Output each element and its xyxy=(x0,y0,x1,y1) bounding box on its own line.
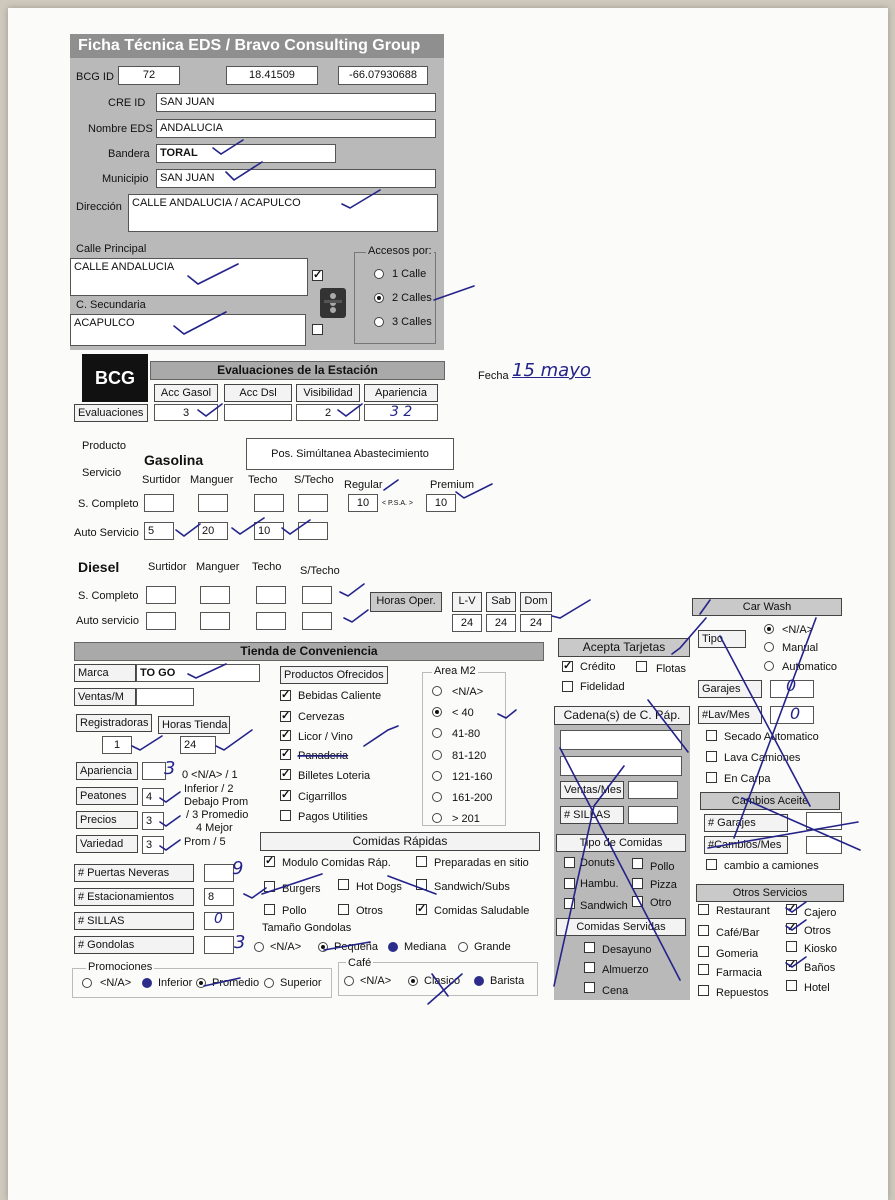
tam-3-radio[interactable] xyxy=(388,942,398,952)
tam-1-label: <N/A> xyxy=(270,941,302,953)
traffic-light-icon xyxy=(320,288,346,318)
dsl-col-techo: Techo xyxy=(252,561,282,573)
credito-checkbox[interactable] xyxy=(562,661,573,672)
horas-oper-label: Horas Oper. xyxy=(370,592,442,612)
dsl-as-surtidor[interactable] xyxy=(146,612,176,630)
horas-sab-label: Sab xyxy=(486,592,516,612)
area-2-label: < 40 xyxy=(452,707,474,719)
os-cafebar-checkbox[interactable] xyxy=(698,925,709,936)
p4-checkbox[interactable] xyxy=(280,749,291,760)
fecha-handwriting: 15 mayo xyxy=(512,360,591,381)
horas-lv-field[interactable]: 24 xyxy=(452,614,482,632)
estacionamientos-field[interactable]: 8 xyxy=(204,888,234,906)
gas-sc-manguer[interactable] xyxy=(198,494,228,512)
gas-as-surtidor[interactable]: 5 xyxy=(144,522,174,540)
form-title: Ficha Técnica EDS / Bravo Consulting Group xyxy=(70,34,444,58)
s-desayuno-label: Desayuno xyxy=(602,944,652,956)
tienda-header: Tienda de Conveniencia xyxy=(74,642,544,661)
estacionamientos-label: # Estacionamientos xyxy=(74,888,194,906)
fidelidad-checkbox[interactable] xyxy=(562,681,573,692)
os-hotel-checkbox[interactable] xyxy=(786,980,797,991)
credito-label: Crédito xyxy=(580,661,616,673)
form-sheet xyxy=(8,8,888,1200)
cadena-field-1[interactable] xyxy=(560,730,682,750)
bcg-logo: BCG xyxy=(82,354,148,402)
s-cena-label: Cena xyxy=(602,985,629,997)
flotas-checkbox[interactable] xyxy=(636,661,647,672)
direccion-field[interactable]: CALLE ANDALUCIA / ACAPULCO xyxy=(128,194,438,232)
scale-6: Prom / 5 xyxy=(184,836,226,848)
pos-simultanea-label: Pos. Simúltanea Abastecimiento xyxy=(246,438,454,470)
cw-carpa-label: En Carpa xyxy=(724,773,771,785)
gas-col-stecho: S/Techo xyxy=(294,474,334,486)
cafe-3-radio[interactable] xyxy=(474,976,484,986)
gasolina-title: Gasolina xyxy=(144,452,204,468)
c-hotdogs-label: Hot Dogs xyxy=(356,881,402,893)
os-farmacia-checkbox[interactable] xyxy=(698,964,709,975)
aceite-camion-label: cambio a camiones xyxy=(724,860,819,872)
c-pollo-checkbox[interactable] xyxy=(264,904,275,915)
c-burgers-label: Burgers xyxy=(282,883,321,895)
gondolas-label: # Gondolas xyxy=(74,936,194,954)
nombre-field[interactable]: ANDALUCIA xyxy=(156,119,436,138)
peatones-label: Peatones xyxy=(76,787,138,805)
aceite-camion-checkbox[interactable] xyxy=(706,859,717,870)
t-hambu-label: Hambu. xyxy=(580,878,619,890)
longitude-field[interactable]: -66.07930688 xyxy=(338,66,428,85)
c-preparadas-checkbox[interactable] xyxy=(416,856,427,867)
os-hotel-label: Hotel xyxy=(804,982,830,994)
t-donuts-checkbox[interactable] xyxy=(564,857,575,868)
area-7-label: > 201 xyxy=(452,813,480,825)
calle-secundaria-field[interactable]: ACAPULCO xyxy=(70,314,306,346)
dsl-sc-label: S. Completo xyxy=(78,590,139,602)
sillas-handwriting: 0 xyxy=(214,911,223,927)
sillas-label: # SILLAS xyxy=(74,912,194,930)
c-otros-label: Otros xyxy=(356,905,383,917)
fidelidad-label: Fidelidad xyxy=(580,681,625,693)
ventas-field[interactable] xyxy=(136,688,194,706)
horas-tienda-field[interactable]: 24 xyxy=(180,736,216,754)
registradoras-label: Registradoras xyxy=(76,714,152,732)
cw-3-radio[interactable] xyxy=(764,661,774,671)
peatones-field[interactable]: 4 xyxy=(142,788,164,806)
cw-2-radio[interactable] xyxy=(764,642,774,652)
acc-2-label: 2 Calles xyxy=(392,292,432,304)
diesel-title: Diesel xyxy=(78,559,120,575)
dsl-as-manguer[interactable] xyxy=(200,612,230,630)
area-6-radio[interactable] xyxy=(432,792,442,802)
s-almuerzo-checkbox[interactable] xyxy=(584,962,595,973)
t-sandwich-checkbox[interactable] xyxy=(564,898,575,909)
gas-sc-label: S. Completo xyxy=(78,498,139,510)
area-2-radio[interactable] xyxy=(432,707,442,717)
cadena-field-2[interactable] xyxy=(560,756,682,776)
cadena-sillas-field[interactable] xyxy=(628,806,678,824)
tam-1-radio[interactable] xyxy=(254,942,264,952)
comidas-servidas-header: Comidas Servidas xyxy=(556,918,686,936)
cafe-1-label: <N/A> xyxy=(360,975,392,987)
cw-camiones-checkbox[interactable] xyxy=(706,751,717,762)
cadena-ventas-label: Ventas/Mes xyxy=(560,781,624,799)
secundaria-checkbox[interactable] xyxy=(312,324,323,335)
promo-1-label: <N/A> xyxy=(100,977,132,989)
cafe-1-radio[interactable] xyxy=(344,976,354,986)
p7-label: Pagos Utilities xyxy=(298,811,368,823)
c-saludable-checkbox[interactable] xyxy=(416,904,427,915)
area-1-radio[interactable] xyxy=(432,686,442,696)
neveras-label: # Puertas Neveras xyxy=(74,864,194,882)
variedad-field[interactable]: 3 xyxy=(142,836,164,854)
dsl-col-surtidor: Surtidor xyxy=(148,561,187,573)
os-otros-checkbox[interactable] xyxy=(786,923,797,934)
p1-label: Bebidas Caliente xyxy=(298,690,382,702)
cadena-sillas-label: # SILLAS xyxy=(560,806,624,824)
os-banos-checkbox[interactable] xyxy=(786,960,797,971)
premium-field[interactable]: 10 xyxy=(426,494,456,512)
c-sandwich-checkbox[interactable] xyxy=(416,879,427,890)
direccion-label: Dirección xyxy=(76,201,122,213)
c-modulo-checkbox[interactable] xyxy=(264,856,275,867)
cw-1-label: <N/A> xyxy=(782,624,814,636)
gas-sc-techo[interactable] xyxy=(254,494,284,512)
dsl-col-stecho: S/Techo xyxy=(300,565,340,577)
os-restaurant-checkbox[interactable] xyxy=(698,904,709,915)
otros-servicios-header: Otros Servicios xyxy=(696,884,844,902)
tam-3-label: Mediana xyxy=(404,941,447,953)
area-4-radio[interactable] xyxy=(432,750,442,760)
t-hambu-checkbox[interactable] xyxy=(564,878,575,889)
cw-camiones-label: Lava Camiones xyxy=(724,752,801,764)
cw-garajes-handwriting: 0 xyxy=(786,676,797,695)
accesos-label: Accesos por: xyxy=(368,245,432,257)
horas-sab-field[interactable]: 24 xyxy=(486,614,516,632)
calle-principal-label: Calle Principal xyxy=(76,243,147,255)
s-cena-checkbox[interactable] xyxy=(584,982,595,993)
promo-4-label: Superior xyxy=(280,977,322,989)
precios-label: Precios xyxy=(76,811,138,829)
t-sandwich-label: Sandwich xyxy=(580,900,628,912)
scale-3: Debajo Prom xyxy=(184,796,249,808)
dsl-sc-surtidor[interactable] xyxy=(146,586,176,604)
p3-checkbox[interactable] xyxy=(280,730,291,741)
gondolas-field[interactable] xyxy=(204,936,234,954)
dsl-sc-manguer[interactable] xyxy=(200,586,230,604)
eval-col-visibilidad: Visibilidad xyxy=(296,384,360,402)
bandera-field[interactable]: TORAL xyxy=(156,144,336,163)
calle-secundaria-label: C. Secundaria xyxy=(76,299,146,311)
tarjetas-header: Acepta Tarjetas xyxy=(558,638,690,657)
apariencia-field[interactable] xyxy=(142,762,166,780)
cre-field[interactable]: SAN JUAN xyxy=(156,93,436,112)
variedad-label: Variedad xyxy=(76,835,138,853)
promo-1-radio[interactable] xyxy=(82,978,92,988)
apariencia-handwriting: 3 xyxy=(164,758,176,779)
s-almuerzo-label: Almuerzo xyxy=(602,964,649,976)
tam-4-label: Grande xyxy=(474,941,511,953)
fecha-label: Fecha xyxy=(478,370,509,382)
area-4-label: 81-120 xyxy=(452,750,487,762)
eval-col-accgasol: Acc Gasol xyxy=(154,384,218,402)
ventas-label: Ventas/M xyxy=(74,688,136,706)
p5-checkbox[interactable] xyxy=(280,769,291,780)
gas-as-techo[interactable]: 10 xyxy=(254,522,284,540)
horas-tienda-label: Horas Tienda xyxy=(158,716,230,734)
eval-apariencia-handwriting: 3 2 xyxy=(390,404,413,420)
apariencia-label: Apariencia xyxy=(76,762,138,780)
p7-checkbox[interactable] xyxy=(280,810,291,821)
carwash-tipo-label: Tipo xyxy=(698,630,746,648)
psa-label: < P.S.A. > xyxy=(382,500,414,507)
gondolas-handwriting: 3 xyxy=(234,932,246,953)
aceite-garajes-field[interactable] xyxy=(806,812,842,830)
aceite-header: Cambios Aceite xyxy=(700,792,840,810)
calle-principal-field[interactable]: CALLE ANDALUCIA xyxy=(70,258,308,296)
tam-2-label: Pequeña xyxy=(334,941,379,953)
municipio-label: Municipio xyxy=(102,173,149,185)
acc-3-radio[interactable] xyxy=(374,317,384,327)
area-5-radio[interactable] xyxy=(432,771,442,781)
dsl-sc-stecho[interactable] xyxy=(302,586,332,604)
os-kiosko-checkbox[interactable] xyxy=(786,941,797,952)
cafe-2-radio[interactable] xyxy=(408,976,418,986)
tam-4-radio[interactable] xyxy=(458,942,468,952)
promo-2-radio[interactable] xyxy=(142,978,152,988)
p5-label: Billetes Loteria xyxy=(298,770,371,782)
p6-label: Cigarrillos xyxy=(298,791,347,803)
bcg-id-label: BCG ID xyxy=(76,71,114,83)
evaluaciones-row-label: Evaluaciones xyxy=(74,404,148,422)
p3-label: Licor / Vino xyxy=(298,731,353,743)
scale-1: 0 <N/A> / 1 xyxy=(182,769,238,781)
eval-col-accdsl: Acc Dsl xyxy=(224,384,292,402)
c-hotdogs-checkbox[interactable] xyxy=(338,879,349,890)
neveras-handwriting: 9 xyxy=(232,858,244,879)
p2-checkbox[interactable] xyxy=(280,711,291,722)
t-pizza-checkbox[interactable] xyxy=(632,878,643,889)
cafe-3-label: Barista xyxy=(490,975,525,987)
marca-label: Marca xyxy=(74,664,136,682)
os-farmacia-label: Farmacia xyxy=(716,967,762,979)
eval-accdsl-field[interactable] xyxy=(224,404,292,421)
area-7-radio[interactable] xyxy=(432,813,442,823)
scale-5: 4 Mejor xyxy=(196,822,233,834)
cw-lav-label: #Lav/Mes xyxy=(698,706,762,724)
area-label: Area M2 xyxy=(434,665,476,677)
neveras-field[interactable] xyxy=(204,864,234,882)
gas-as-stecho[interactable] xyxy=(298,522,328,540)
eval-accgasol-field[interactable]: 3 xyxy=(154,404,218,421)
evaluaciones-header: Evaluaciones de la Estación xyxy=(150,361,445,380)
cw-secado-checkbox[interactable] xyxy=(706,730,717,741)
aceite-garajes-label: # Garajes xyxy=(704,814,788,832)
area-3-radio[interactable] xyxy=(432,728,442,738)
t-otro-checkbox[interactable] xyxy=(632,896,643,907)
tipo-comidas-header: Tipo de Comidas xyxy=(556,834,686,852)
cadena-ventas-field[interactable] xyxy=(628,781,678,799)
gas-sc-surtidor[interactable] xyxy=(144,494,174,512)
acc-3-label: 3 Calles xyxy=(392,316,432,328)
tam-2-radio[interactable] xyxy=(318,942,328,952)
precios-field[interactable]: 3 xyxy=(142,812,164,830)
producto-label: Producto xyxy=(82,440,127,452)
regular-field[interactable]: 10 xyxy=(348,494,378,512)
os-gomeria-checkbox[interactable] xyxy=(698,946,709,957)
cw-lav-handwriting: 0 xyxy=(790,704,801,723)
p4-label: Panaderia xyxy=(298,750,349,762)
gas-as-manguer[interactable]: 20 xyxy=(198,522,228,540)
t-pollo-label: Pollo xyxy=(650,861,675,873)
cafe-label: Café xyxy=(348,957,372,969)
c-sandwich-label: Sandwich/Subs xyxy=(434,881,510,893)
t-pollo-checkbox[interactable] xyxy=(632,858,643,869)
dsl-as-stecho[interactable] xyxy=(302,612,332,630)
flotas-label: Flotas xyxy=(656,663,686,675)
acc-2-radio[interactable] xyxy=(374,293,384,303)
c-burgers-checkbox[interactable] xyxy=(264,881,275,892)
scale-2: Inferior / 2 xyxy=(184,783,234,795)
cafe-2-label: Clasico xyxy=(424,975,461,987)
promo-4-radio[interactable] xyxy=(264,978,274,988)
c-pollo-label: Pollo xyxy=(282,905,307,917)
gas-as-label: Auto Servicio xyxy=(74,527,139,539)
nombre-label: Nombre EDS xyxy=(88,123,153,135)
gas-col-surtidor: Surtidor xyxy=(142,474,181,486)
os-repuestos-checkbox[interactable] xyxy=(698,985,709,996)
cw-secado-label: Secado Automatico xyxy=(724,731,819,743)
gas-sc-stecho[interactable] xyxy=(298,494,328,512)
principal-checkbox[interactable] xyxy=(312,270,323,281)
c-saludable-label: Comidas Saludable xyxy=(434,905,530,917)
regular-label: Regular xyxy=(344,479,383,491)
promo-2-label: Inferior xyxy=(158,977,193,989)
area-5-label: 121-160 xyxy=(452,771,493,783)
os-cafebar-label: Café/Bar xyxy=(716,927,760,939)
cw-carpa-checkbox[interactable] xyxy=(706,772,717,783)
cadena-header: Cadena(s) de C. Ráp. xyxy=(554,706,690,725)
marca-field[interactable]: TO GO xyxy=(136,664,260,682)
os-banos-label: Baños xyxy=(804,962,836,974)
bcg-id-field[interactable]: 72 xyxy=(118,66,180,85)
os-kiosko-label: Kiosko xyxy=(804,943,838,955)
s-desayuno-checkbox[interactable] xyxy=(584,942,595,953)
cre-label: CRE ID xyxy=(108,97,146,109)
promociones-label: Promociones xyxy=(88,961,153,973)
os-restaurant-label: Restaurant xyxy=(716,905,770,917)
promo-3-label: Promedio xyxy=(212,977,260,989)
horas-lv-label: L-V xyxy=(452,592,482,612)
eval-visibilidad-field[interactable]: 2 xyxy=(296,404,360,421)
productos-label: Productos Ofrecidos xyxy=(280,666,388,684)
gas-col-techo: Techo xyxy=(248,474,278,486)
eval-col-apariencia: Apariencia xyxy=(364,384,438,402)
scale-4: / 3 Promedio xyxy=(186,809,249,821)
latitude-field[interactable]: 18.41509 xyxy=(226,66,318,85)
comidas-header: Comidas Rápidas xyxy=(260,832,540,851)
c-preparadas-label: Preparadas en sitio xyxy=(434,857,529,869)
os-otros-label: Otros xyxy=(804,925,831,937)
dsl-col-manguer: Manguer xyxy=(196,561,240,573)
os-repuestos-label: Repuestos xyxy=(716,987,769,999)
dsl-as-label: Auto servicio xyxy=(76,615,139,627)
os-cajero-checkbox[interactable] xyxy=(786,904,797,915)
t-pizza-label: Pizza xyxy=(650,879,677,891)
dsl-as-techo[interactable] xyxy=(256,612,286,630)
aceite-cambios-label: #Cambios/Mes xyxy=(704,836,788,854)
acc-1-radio[interactable] xyxy=(374,269,384,279)
cw-1-radio[interactable] xyxy=(764,624,774,634)
bandera-label: Bandera xyxy=(108,148,150,160)
cw-3-label: Automatico xyxy=(782,661,838,673)
tamano-label: Tamaño Gondolas xyxy=(262,922,352,934)
os-cajero-label: Cajero xyxy=(804,907,837,919)
p1-checkbox[interactable] xyxy=(280,690,291,701)
cw-2-label: Manual xyxy=(782,642,819,654)
area-6-label: 161-200 xyxy=(452,792,493,804)
aceite-cambios-field[interactable] xyxy=(806,836,842,854)
premium-label: Premium xyxy=(430,479,475,491)
area-3-label: 41-80 xyxy=(452,728,481,740)
p6-checkbox[interactable] xyxy=(280,790,291,801)
c-otros-checkbox[interactable] xyxy=(338,904,349,915)
municipio-field[interactable]: SAN JUAN xyxy=(156,169,436,188)
horas-dom-field[interactable]: 24 xyxy=(520,614,552,632)
p2-label: Cervezas xyxy=(298,711,345,723)
carwash-header: Car Wash xyxy=(692,598,842,616)
dsl-sc-techo[interactable] xyxy=(256,586,286,604)
c-modulo-label: Modulo Comidas Ráp. xyxy=(282,857,391,869)
cw-garajes-label: Garajes xyxy=(698,680,762,698)
area-1-label: <N/A> xyxy=(452,686,484,698)
horas-dom-label: Dom xyxy=(520,592,552,612)
registradoras-field[interactable]: 1 xyxy=(102,736,132,754)
gas-col-manguer: Manguer xyxy=(190,474,234,486)
t-otro-label: Otro xyxy=(650,897,672,909)
promo-3-radio[interactable] xyxy=(196,978,206,988)
acc-1-label: 1 Calle xyxy=(392,268,427,280)
os-gomeria-label: Gomeria xyxy=(716,948,759,960)
servicio-label: Servicio xyxy=(82,467,122,479)
t-donuts-label: Donuts xyxy=(580,857,615,869)
